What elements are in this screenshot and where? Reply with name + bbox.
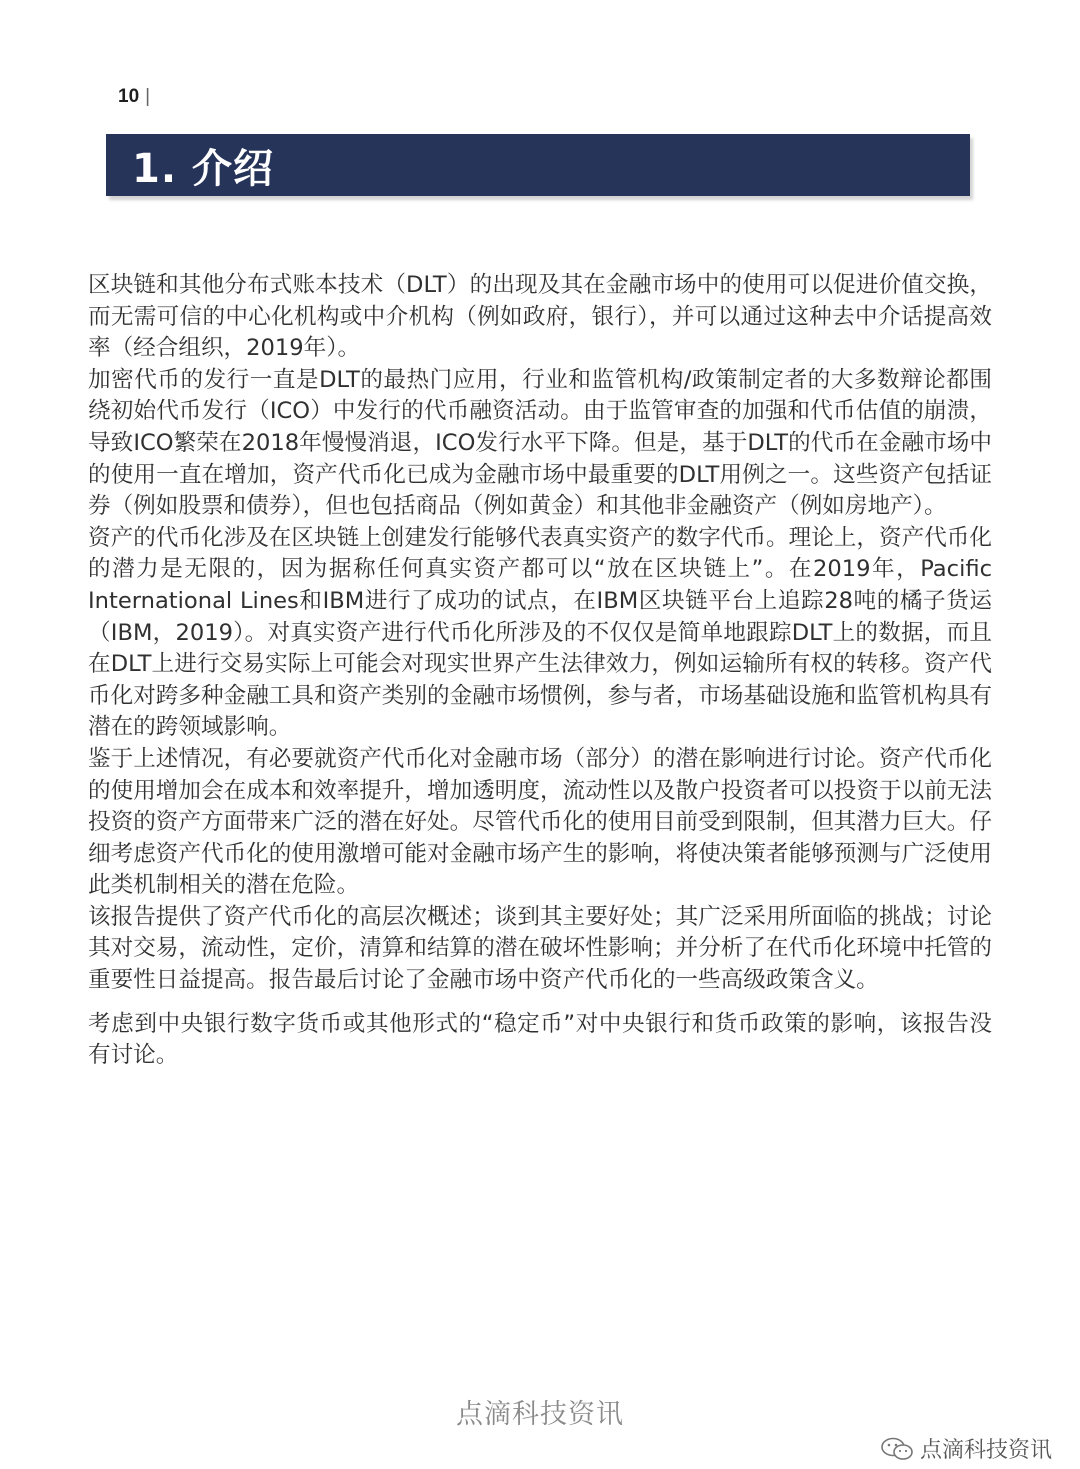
page-number-area (118, 86, 150, 108)
body-content (88, 270, 992, 1072)
paragraph-1: 区块链和其他分布式账本技术（DLT）的出现及其在金融市场中的使用可以促进价值交换，而无需可信的中心化机构或中介机构（例如政府，银行），并可以通过这种去中介话提高效率（经合组织，2019年）。 (88, 272, 992, 362)
wechat-icon (880, 1437, 914, 1461)
page-number: 10 (118, 86, 140, 107)
paragraph-5: 该报告提供了资产代币化的高层次概述；谈到其主要好处；其广泛采用所面临的挑战；讨论其对交易，流动性，定价，清算和结算的潜在破坏性影响；并分析了在代币化环境中托管的重要性日益提高。报告最后讨论了金融市场中资产代币化的一些高级政策含义。 (88, 903, 992, 994)
section-title: 1. 介绍 (132, 145, 274, 192)
paragraph-2: 加密代币的发行一直是DLT的最热门应用，行业和监管机构/政策制定者的大多数辩论都围绕初始代币发行（ICO）中发行的代币融资活动。由于监管审查的加强和代币估值的崩溃，导致ICO繁荣在2018年慢慢消退，ICO发行水平下降。但是，基于DLT的代币在金融市场中的使用一直在增加，资产代币化已成为金融市场中最重要的DLT用例之一。这些资产包括证券（例如股票和债券），但也包括商品（例如黄金）和其他非金融资产（例如房地产）。 (88, 366, 992, 520)
paragraph-4: 鉴于上述情况，有必要就资产代币化对金融市场（部分）的潜在影响进行讨论。资产代币化的使用增加会在成本和效率提升，增加透明度，流动性以及散户投资者可以投资于以前无法投资的资产方面带来广泛的潜在好处。尽管代币化的使用目前受到限制，但其潜力巨大。仔细考虑资产代币化的使用激增可能对金融市场产生的影响，将使决策者能够预测与广泛使用此类机制相关的潜在危险。 (88, 745, 992, 899)
paragraph-6: 考虑到中央银行数字货币或其他形式的“稳定币”对中央银行和货币政策的影响，该报告没有讨论。 (88, 1010, 992, 1069)
footer-brand (880, 1433, 1052, 1464)
paragraph-3: 资产的代币化涉及在区块链上创建发行能够代表真实资产的数字代币。理论上，资产代币化的潜力是无限的，因为据称任何真实资产都可以“放在区块链上”。在2019年，Pacific International Lines和IBM进行了成功的试点，在IBM区块链平台上追踪28吨的橘子货运（IBM，2019）。对真实资产进行代币化所涉及的不仅仅是简单地跟踪DLT上的数据，而且在DLT上进行交易实际上可能会对现实世界产生法律效力，例如运输所有权的转移。资产代币化对跨多种金融工具和资产类别的金融市场惯例，参与者，市场基础设施和监管机构具有潜在的跨领域影响。 (88, 524, 992, 741)
footer-brand-text: 点滴科技资讯 (919, 1438, 1052, 1463)
page-number-separator: | (145, 86, 151, 107)
footer-watermark-text: 点滴科技资讯 (456, 1399, 624, 1430)
section-title-banner (106, 134, 970, 196)
